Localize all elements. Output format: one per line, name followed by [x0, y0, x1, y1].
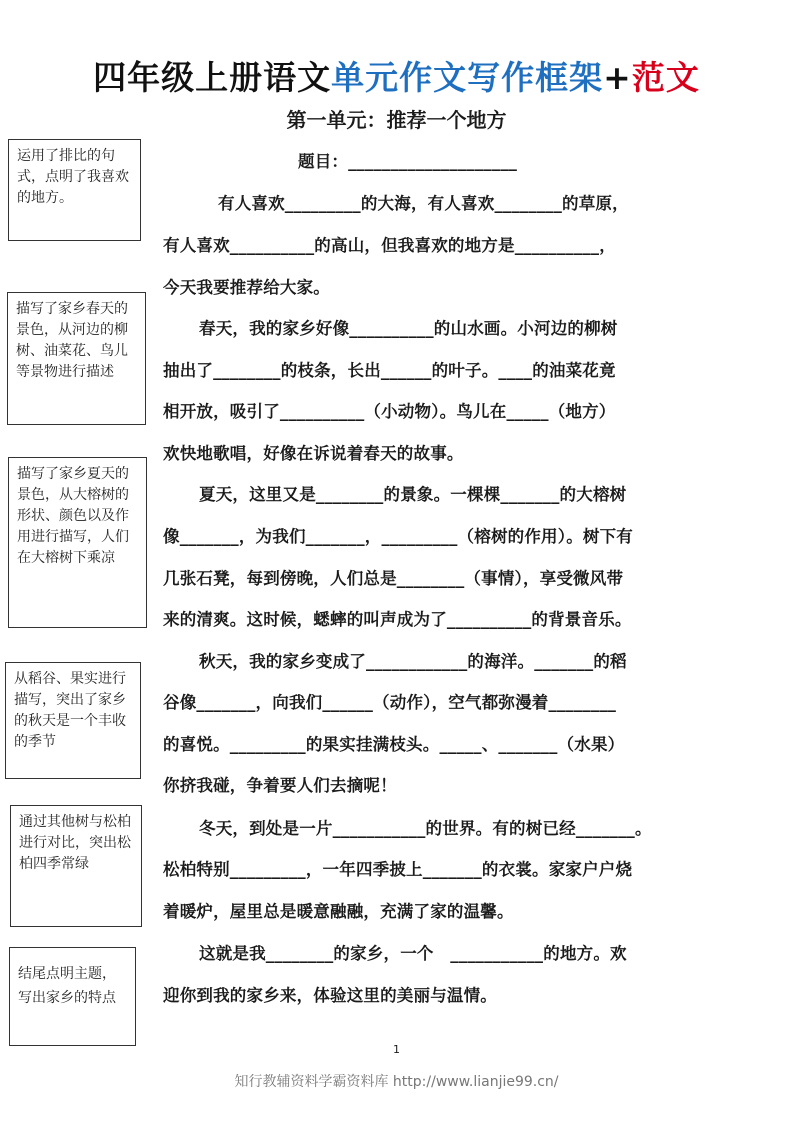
- annotation-box: 描写了家乡春天的景色，从河边的柳树、油菜花、鸟儿等景物进行描述: [7, 292, 146, 425]
- essay-line: 这就是我________的家乡，一个 ___________的地方。欢: [199, 944, 627, 963]
- essay-line: 迎你到我的家乡来，体验这里的美丽与温情。: [163, 986, 497, 1005]
- essay-line: 春天，我的家乡好像__________的山水画。小河边的柳树: [199, 319, 618, 338]
- essay-line: 欢快地歌唱，好像在诉说着春天的故事。: [163, 444, 464, 463]
- annotation-box: 描写了家乡夏天的景色，从大榕树的形状、颜色以及作用进行描写，人们在大榕树下乘凉: [8, 457, 147, 628]
- essay-line: 秋天，我的家乡变成了____________的海洋。_______的稻: [199, 652, 627, 671]
- page-number: 1: [393, 1043, 400, 1056]
- essay-line: 着暖炉，屋里总是暖意融融，充满了家的温馨。: [163, 902, 514, 921]
- annotation-box: 结尾点明主题，写出家乡的特点: [9, 947, 136, 1046]
- essay-line: 抽出了________的枝条，长出______的叶子。____的油菜花竟: [163, 361, 616, 380]
- unit-subtitle: 第一单元：推荐一个地方: [286, 108, 507, 132]
- essay-topic: 题目：____________________: [298, 152, 518, 171]
- title-black: 四年级上册语文: [93, 58, 332, 97]
- annotation-box: 通过其他树与松柏进行对比，突出松柏四季常绿: [10, 805, 142, 927]
- annotation-box: 从稻谷、果实进行描写，突出了家乡的秋天是一个丰收的季节: [5, 662, 141, 779]
- title-red: 范文: [631, 58, 700, 97]
- essay-line: 今天我要推荐给大家。: [163, 278, 330, 297]
- essay-line: 几张石凳，每到傍晚，人们总是________（事情），享受微风带: [163, 569, 624, 588]
- essay-line: 的喜悦。_________的果实挂满枝头。_____、_______（水果）: [163, 735, 625, 754]
- essay-line: 谷像_______，向我们______（动作），空气都弥漫着________: [163, 693, 617, 712]
- essay-line: 来的清爽。这时候，蟋蟀的叫声成为了__________的背景音乐。: [163, 610, 632, 629]
- essay-line: 你挤我碰，争着要人们去摘呢！: [163, 776, 397, 795]
- essay-line: 相开放，吸引了__________（小动物）。鸟儿在_____（地方）: [163, 402, 616, 421]
- essay-line: 有人喜欢__________的高山，但我喜欢的地方是__________，: [163, 236, 616, 255]
- essay-line: 夏天，这里又是________的景象。一棵棵_______的大榕树: [199, 485, 627, 504]
- essay-line: 像_______，为我们_______，_________（榕树的作用）。树下有: [163, 527, 633, 546]
- essay-line: 冬天，到处是一片___________的世界。有的树已经_______。: [199, 819, 652, 838]
- page-title: [0, 52, 793, 99]
- annotation-box: 运用了排比的句式，点明了我喜欢的地方。: [8, 139, 141, 241]
- title-blue: 单元作文写作框架: [331, 58, 604, 97]
- essay-line: 有人喜欢_________的大海，有人喜欢________的草原，: [218, 194, 629, 213]
- title-plus: +: [603, 58, 632, 97]
- essay-line: 松柏特别_________，一年四季披上_______的衣裳。家家户户烧: [163, 860, 633, 879]
- footer-watermark: 知行教辅资料学霸资料库 http://www.lianjie99.cn/: [234, 1074, 559, 1090]
